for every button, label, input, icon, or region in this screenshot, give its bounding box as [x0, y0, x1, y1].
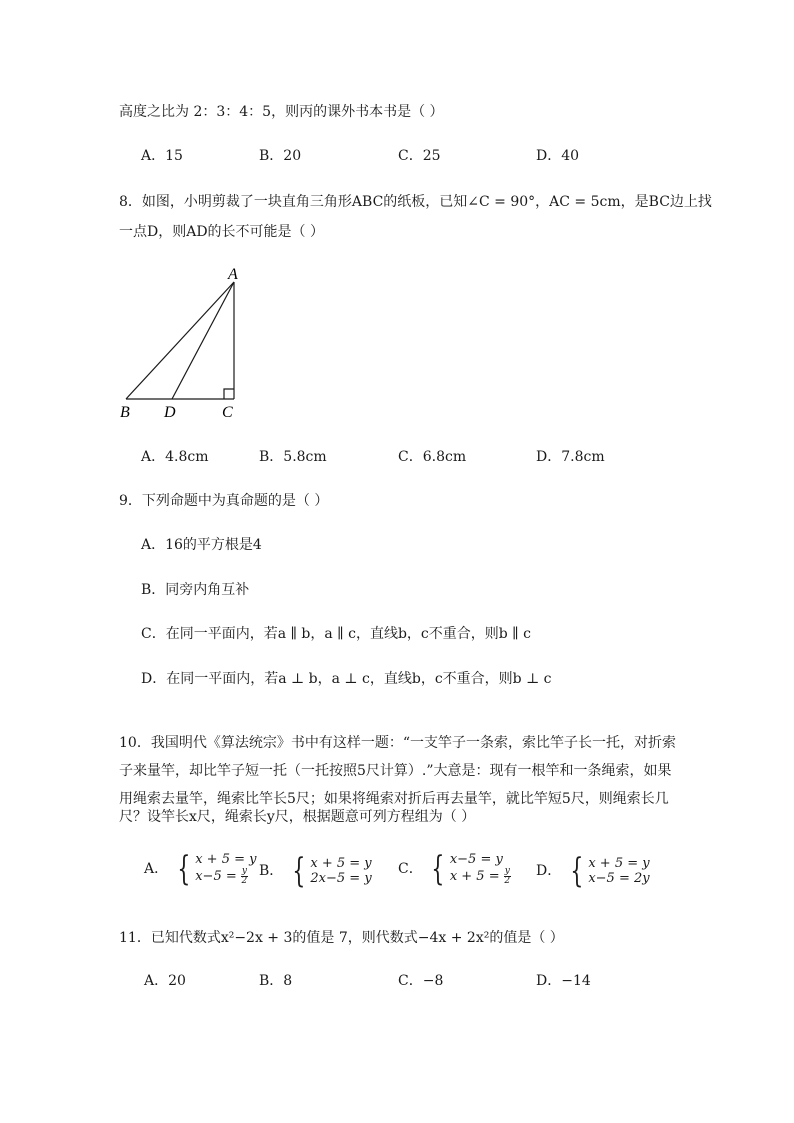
q10-stem-line3: 用绳索去量竿，绳索比竿长5尺；如果将绳索对折后再去量竿，就比竿短5尺，则绳索长几: [119, 791, 669, 807]
q8-stem-line1: 8．如图，小明剪裁了一块直角三角形ABC的纸板，已知∠C = 90°，AC = 5cm，是BC边上找: [119, 194, 712, 210]
q10-option-c-letter: C．: [398, 861, 423, 877]
q9-option-a: A．16的平方根是4: [141, 537, 262, 553]
q10-stem-line2: 子来量竿，却比竿子短一托（一托按照5尺计算）.”大意是：现有一根竿和一条绳索，如果: [119, 763, 672, 779]
fraction-denominator: 2: [241, 876, 248, 886]
q10-option-b-row2: 2x−5 = y: [310, 871, 372, 886]
q10-option-d-row2: x−5 = 2y: [588, 871, 650, 886]
q8-stem-line2: 一点D，则AD的长不可能是（ ）: [119, 224, 325, 240]
q11-option-c: C．−8: [398, 973, 444, 989]
q10-option-b-letter: B．: [259, 863, 284, 879]
q10-option-c-row1: x−5 = y: [449, 852, 503, 867]
q10-option-b: B． { x + 5 = y 2x−5 = y: [259, 851, 372, 891]
q9-option-d: D．在同一平面内，若a ⊥ b，a ⊥ c，直线b，c不重合，则b ⊥ c: [141, 671, 552, 687]
fraction-denominator: 2: [504, 876, 511, 886]
q11-option-a: A．20: [144, 973, 186, 989]
q8-option-a: A．4.8cm: [141, 449, 209, 465]
fraction-numerator: y: [241, 866, 247, 876]
q8-option-b: B．5.8cm: [259, 449, 327, 465]
q9-option-c: C．在同一平面内，若a ∥ b，a ∥ c，直线b，c不重合，则b ∥ c: [141, 626, 531, 642]
q7-stem: 高度之比为 2：3：4：5，则丙的课外书本书是（ ）: [119, 104, 444, 120]
fraction-numerator: y: [504, 866, 510, 876]
q8-option-d: D．7.8cm: [536, 449, 605, 465]
q7-option-c: C．25: [398, 148, 441, 164]
q11-option-b: B．8: [259, 973, 293, 989]
vertex-label-c: C: [222, 404, 233, 421]
q10-option-d-letter: D．: [536, 863, 562, 879]
q11-stem: 11．已知代数式x²−2x + 3的值是 7，则代数式−4x + 2x²的值是（ ）: [119, 930, 564, 946]
q10-option-a-row1: x + 5 = y: [195, 852, 257, 867]
q10-option-d-row1: x + 5 = y: [588, 856, 650, 871]
q10-option-a-row2: x−5 =: [195, 869, 241, 884]
q10-option-b-row1: x + 5 = y: [310, 856, 372, 871]
vertex-label-b: B: [120, 404, 130, 421]
q10-option-a: A． { x + 5 = y x−5 = $\frac{y}{2}$: [144, 849, 257, 889]
q10-option-d: D． { x + 5 = y x−5 = 2y: [536, 851, 650, 891]
triangle-figure: [110, 262, 250, 422]
q10-option-c-row2: x + 5 =: [449, 869, 504, 884]
q9-stem: 9．下列命题中为真命题的是（ ）: [119, 493, 329, 509]
q10-option-c: C． { x−5 = y x + 5 = $\frac{y}{2}$: [398, 849, 511, 889]
q11-option-d: D．−14: [536, 973, 591, 989]
q7-option-a: A．15: [141, 148, 183, 164]
q10-option-a-letter: A．: [144, 861, 169, 877]
vertex-label-a: A: [228, 266, 238, 283]
q8-option-c: C．6.8cm: [398, 449, 467, 465]
q9-option-b: B．同旁内角互补: [141, 582, 250, 598]
q7-option-b: B．20: [259, 148, 302, 164]
q10-stem-line4: 尺？设竿长x尺，绳索长y尺，根据题意可列方程组为（ ）: [119, 809, 476, 825]
q7-option-d: D．40: [536, 148, 580, 164]
q10-stem-line1: 10．我国明代《算法统宗》书中有这样一题：“一支竿子一条索，索比竿子长一托，对折索: [119, 735, 676, 751]
vertex-label-d: D: [164, 404, 176, 421]
